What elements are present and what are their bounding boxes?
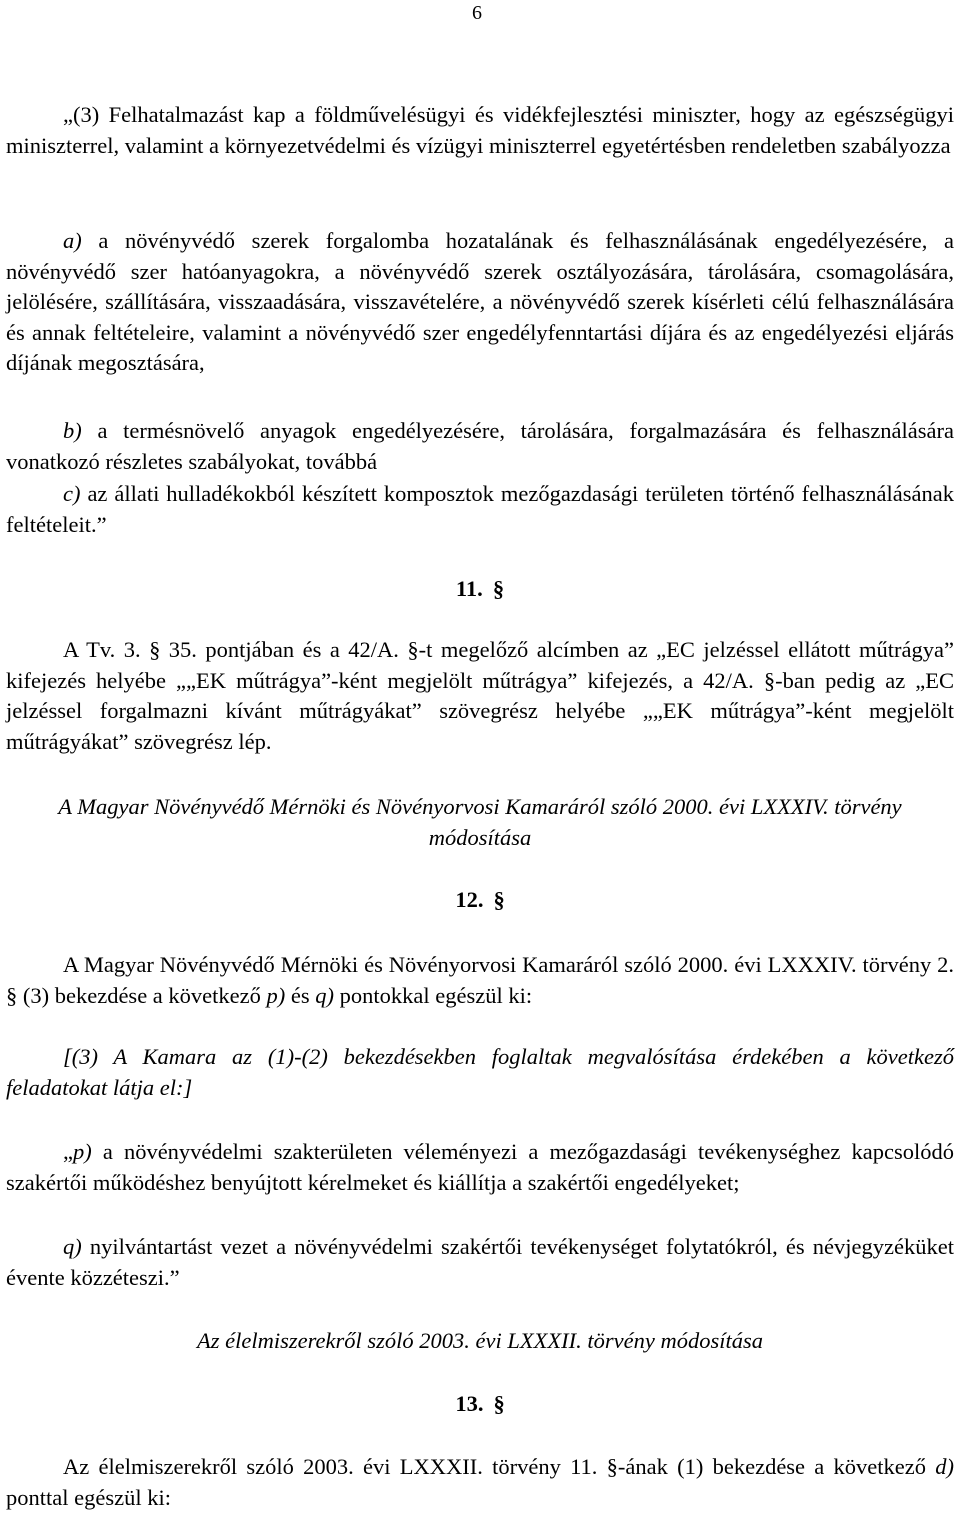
section-heading-13: 13. § — [455, 1391, 505, 1416]
section-heading-12: 12. § — [455, 887, 505, 912]
list-item-c — [6, 479, 954, 540]
item-text: a növényvédelmi szakterületen véleményezi a mezőgazdasági tevékenységhez kapcsolódó szakértői működéshez benyújtott kérelmeket és kiállítja a szakértői engedélyeket; — [6, 1139, 954, 1195]
item-label: b) — [63, 418, 82, 443]
list-item-b — [6, 416, 954, 477]
item-label: c) — [63, 481, 81, 506]
item-text: a növényvédő szerek forgalomba hozatalának és felhasználásának engedélyezésére, a növényvédő szer hatóanyagokra, a növényvédő szerek osztályozására, tárolására, csomagolására, jelölésére, szállítására, visszaadására, visszavételére, a növényvédő szerek kísérleti célú felhasználására és annak feltételeire, valamint a növényvédő szer engedélyfenntartási díjára és az engedélyezési eljárás díjának megosztására, — [6, 228, 954, 375]
item-text: nyilvántartást vezet a növényvédelmi szakértői tevékenységet folytatókról, és névjegyzéküket évente közzéteszi.” — [6, 1234, 954, 1290]
section-heading-11: 11. § — [455, 576, 505, 601]
section-sign: § — [493, 887, 505, 912]
item-text: az állati hulladékokból készített komposztok mezőgazdasági területen történő felhasználásának feltételeit.” — [6, 481, 954, 537]
item-label: a) — [63, 228, 82, 253]
paragraph-section-12: A Magyar Növényvédő Mérnöki és Növényorvosi Kamaráról szóló 2000. évi LXXXIV. törvény 2. § (3) bekezdése a következő p) és q) pontokkal egészül ki: — [6, 952, 954, 1008]
item-text: a termésnövelő anyagok engedélyezésére, tárolására, forgalmazására és felhasználására vonatkozó részletes szabályokat, továbbá — [6, 418, 954, 474]
item-label: p) — [73, 1139, 92, 1164]
subtitle-food-law-amendment: Az élelmiszerekről szóló 2003. évi LXXXII. törvény módosítása — [197, 1328, 763, 1353]
list-item-q — [6, 1232, 954, 1293]
paragraph-section-13: Az élelmiszerekről szóló 2003. évi LXXXII. törvény 11. §-ának (1) bekezdése a következő d) ponttal egészül ki: — [6, 1454, 954, 1510]
item-label: q) — [63, 1234, 82, 1259]
paragraph-section-11: A Tv. 3. § 35. pontjában és a 42/A. §-t megelőző alcímben az „EC jelzéssel ellátott műtrágya” kifejezés helyébe „„EK műtrágya”-ként megjelölt műtrágya” kifejezés, a 42/A. §-ban pedig az „EC jelzéssel forgalmazni kívánt műtrágyákat” szövegrész helyébe „„EK műtrágya”-ként megjelölt műtrágyákat” szövegrész lép. — [6, 637, 954, 754]
section-sign: § — [493, 1391, 505, 1416]
subtitle-chamber-amendment: A Magyar Növényvédő Mérnöki és Növényorvosi Kamaráról szóló 2000. évi LXXXIV. törvény módosítása — [58, 794, 902, 850]
quoted-context: [(3) A Kamara az (1)-(2) bekezdésekben foglaltak megvalósítása érdekében a következő feladatokat látja el:] — [6, 1044, 954, 1100]
paragraph-authorization: „(3) Felhatalmazást kap a földművelésügyi és vidékfejlesztési miniszter, hogy az egészségügyi miniszterrel, valamint a környezetvédelmi és vízügyi miniszterrel egyetértésben rendeletben szabályozza — [6, 102, 954, 158]
page-number: 6 — [472, 2, 482, 24]
section-sign: § — [492, 576, 505, 601]
list-item-a — [6, 226, 954, 379]
list-item-p: „p) a növényvédelmi szakterületen véleményezi a mezőgazdasági tevékenységhez kapcsolódó szakértői működéshez benyújtott kérelmeket és kiállítja a szakértői engedélyeket; — [6, 1139, 954, 1195]
